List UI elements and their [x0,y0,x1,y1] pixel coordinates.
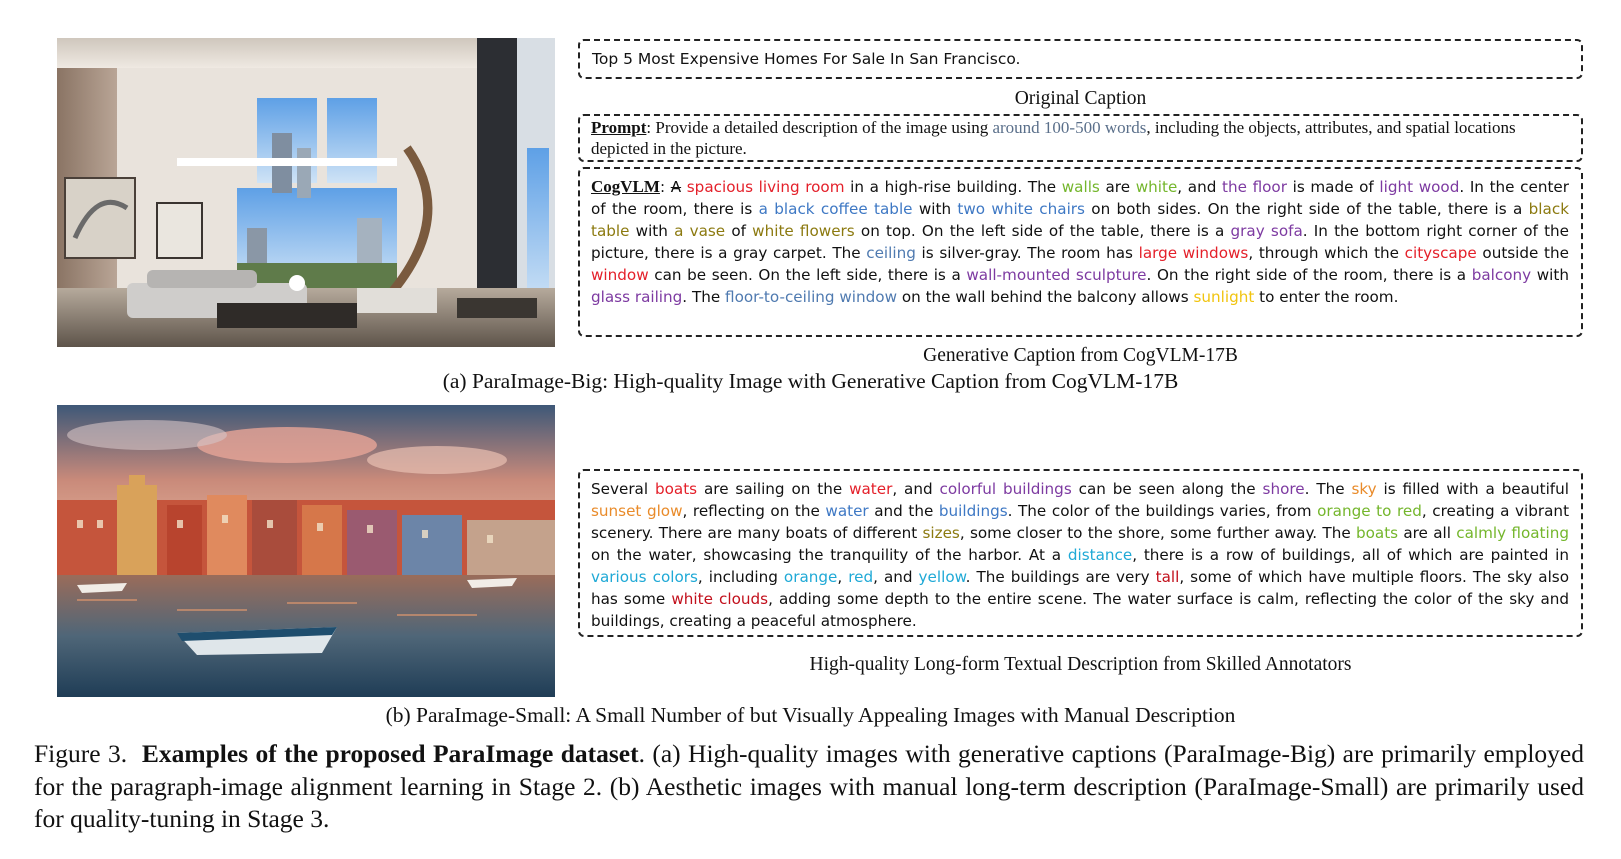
annotator-description-box [578,469,1583,637]
subfigure-b-caption: (b) ParaImage-Small: A Small Number of but Visually Appealing Images with Manual Description [385,703,1236,727]
description-segment-highlight: distance [1067,546,1133,564]
description-segment-highlight: various colors [591,568,698,586]
description-segment-highlight: yellow [918,568,966,586]
cogvlm-segment-highlight: a vase [674,222,726,240]
cogvlm-segment-highlight: large windows [1138,244,1249,262]
description-segment-highlight: orange [783,568,838,586]
figure-number: Figure 3. [34,739,128,768]
description-segment-text: , and [892,480,940,498]
original-caption-box [578,39,1583,79]
cogvlm-segment-highlight: white flowers [752,222,855,240]
cogvlm-segment-text: can be seen. On the left side, there is a [648,266,967,284]
description-segment-text: , some closer to the shore, some further away. The [959,524,1356,542]
description-segment-text: . The color of the buildings varies, from [1007,502,1318,520]
cogvlm-segment-text: : [659,178,671,196]
original-caption-label: Original Caption [1014,88,1147,109]
description-segment-highlight: white clouds [671,590,769,608]
living-room-image [57,38,555,347]
cogvlm-segment-text: , and [1177,178,1222,196]
cogvlm-segment-text: on top. On the left side of the table, there is a [854,222,1231,240]
cogvlm-segment-text: on both sides. On the right side of the table, there is a [1084,200,1529,218]
cogvlm-segment-text: with [629,222,675,240]
description-segment-text: , [837,568,849,586]
prompt-text [591,118,1571,159]
cogvlm-segment-text: , through which the [1248,244,1405,262]
description-segment-highlight: water [849,480,893,498]
cogvlm-label: CogVLM [591,177,660,196]
prompt-highlight: around 100-500 words [992,118,1147,137]
description-segment-text: are all [1398,524,1457,542]
description-segment-text: , adding some depth to the entire scene. The water surface is calm, reflecting the color of the sky and buildings, creating a peaceful atmosphere. [591,590,1570,630]
cogvlm-segment-text: . In the center of the room, there is [591,178,1570,218]
description-segment-highlight: sunset glow [591,502,683,520]
description-segment-text: , and [873,568,919,586]
cogvlm-segment-text: of [725,222,753,240]
figure-caption-bold: Examples of the proposed ParaImage dataset [141,739,639,768]
subfigure-a-caption: (a) ParaImage-Big: High-quality Image with Generative Caption from CogVLM-17B [442,369,1179,393]
description-segment-highlight: shore [1262,480,1305,498]
cogvlm-segment-highlight: walls [1061,178,1100,196]
figure-caption-rest: . (a) High-quality images with generative captions (ParaImage-Big) are primarily employed for the paragraph-image alignment learning in Stage 2. (b) Aesthetic images with manual long-term description (ParaImage-Small) are primarily used for quality-tuning in Stage 3. [34,739,1584,833]
cogvlm-segment-text: A [670,178,682,196]
cogvlm-segment-highlight: cityscape [1404,244,1477,262]
cogvlm-segments [591,178,1569,306]
cogvlm-segment-text: on the wall behind the balcony allows [897,288,1194,306]
cogvlm-segment-highlight: the floor [1222,178,1287,196]
description-segment-text: and the [868,502,939,520]
description-segment-text: is filled with a beautiful [1376,480,1569,498]
prompt-label: Prompt [591,118,647,137]
cogvlm-segment-highlight: light wood [1379,178,1460,196]
cogvlm-segment-highlight: a black coffee table [758,200,913,218]
description-segment-highlight: red [848,568,874,586]
description-segment-highlight: sizes [922,524,960,542]
cogvlm-segment-text: with [1531,266,1569,284]
cogvlm-segment-highlight: two white chairs [957,200,1085,218]
description-segment-text: . The buildings are very [965,568,1156,586]
description-segment-text: . The [1304,480,1352,498]
description-segment-text: , creating a vibrant scenery. There are many boats of different [591,502,1570,542]
cogvlm-segment-text: are [1099,178,1136,196]
annotator-label: High-quality Long-form Textual Description from Skilled Annotators [809,654,1352,675]
prompt-text-1: : Provide a detailed description of the image using [646,118,993,137]
description-segment-text: can be seen along the [1071,480,1263,498]
description-segment-highlight: colorful buildings [939,480,1072,498]
cogvlm-segment-highlight: black table [591,200,1569,240]
description-segment-text: , reflecting on the [682,502,826,520]
cogvlm-segment-highlight: glass railing [591,288,683,306]
cogvlm-segment-text: outside the [1476,244,1569,262]
harbor-image [57,405,555,697]
description-segment-highlight: water [825,502,869,520]
description-segment-highlight: boats [1355,524,1399,542]
description-segment-text: Several [591,480,655,498]
description-segment-highlight: tall [1155,568,1180,586]
cogvlm-segment-text: is silver-gray. The room has [915,244,1139,262]
cogvlm-segment-text: is made of [1286,178,1380,196]
description-segment-highlight: calmly floating [1456,524,1569,542]
cogvlm-segment-text: with [912,200,958,218]
cogvlm-segment-text: . On the right side of the room, there is a [1146,266,1472,284]
cogvlm-segment-highlight: wall-mounted sculpture [966,266,1147,284]
description-segment-text: , some of which have multiple floors. The sky also has some [591,568,1569,608]
description-segment-highlight: sky [1351,480,1377,498]
description-segment-text: are sailing on the [697,480,850,498]
cogvlm-segment-highlight: gray sofa [1230,222,1303,240]
cogvlm-segment-highlight: ceiling [866,244,916,262]
description-segment-text: , including [697,568,784,586]
cogvlm-segment-highlight: floor-to-ceiling window [725,288,898,306]
annotator-description-text [591,478,1569,632]
cogvlm-segment-highlight: spacious living room [686,178,845,196]
cogvlm-segment-highlight: sunlight [1193,288,1255,306]
cogvlm-segment-text: . The [682,288,726,306]
description-segment-text: , there is a row of buildings, all of which are painted in [1132,546,1569,564]
cogvlm-segment-text: in a high-rise building. The [844,178,1062,196]
original-caption-text: Top 5 Most Expensive Homes For Sale In San Francisco. [592,50,1021,68]
cogvlm-caption-text [591,176,1569,308]
cogvlm-segment-text: to enter the room. [1254,288,1399,306]
cogvlm-segment-text: . In the bottom right corner of the picture, there is a gray carpet. The [591,222,1569,262]
generative-caption-label: Generative Caption from CogVLM-17B [923,345,1238,366]
cogvlm-segment-highlight: white [1135,178,1178,196]
cogvlm-segment-highlight: balcony [1471,266,1532,284]
cogvlm-caption-box [578,167,1583,337]
description-segment-highlight: orange to red [1317,502,1422,520]
description-segment-highlight: boats [654,480,698,498]
figure-caption [34,738,1584,836]
prompt-box [578,114,1583,162]
cogvlm-segment-highlight: window [591,266,649,284]
prompt-text-2: , including the objects, attributes, and spatial locations depicted in the picture. [591,118,1516,158]
description-segment-highlight: buildings [938,502,1008,520]
description-segment-text: on the water, showcasing the tranquility of the harbor. At a [591,546,1068,564]
